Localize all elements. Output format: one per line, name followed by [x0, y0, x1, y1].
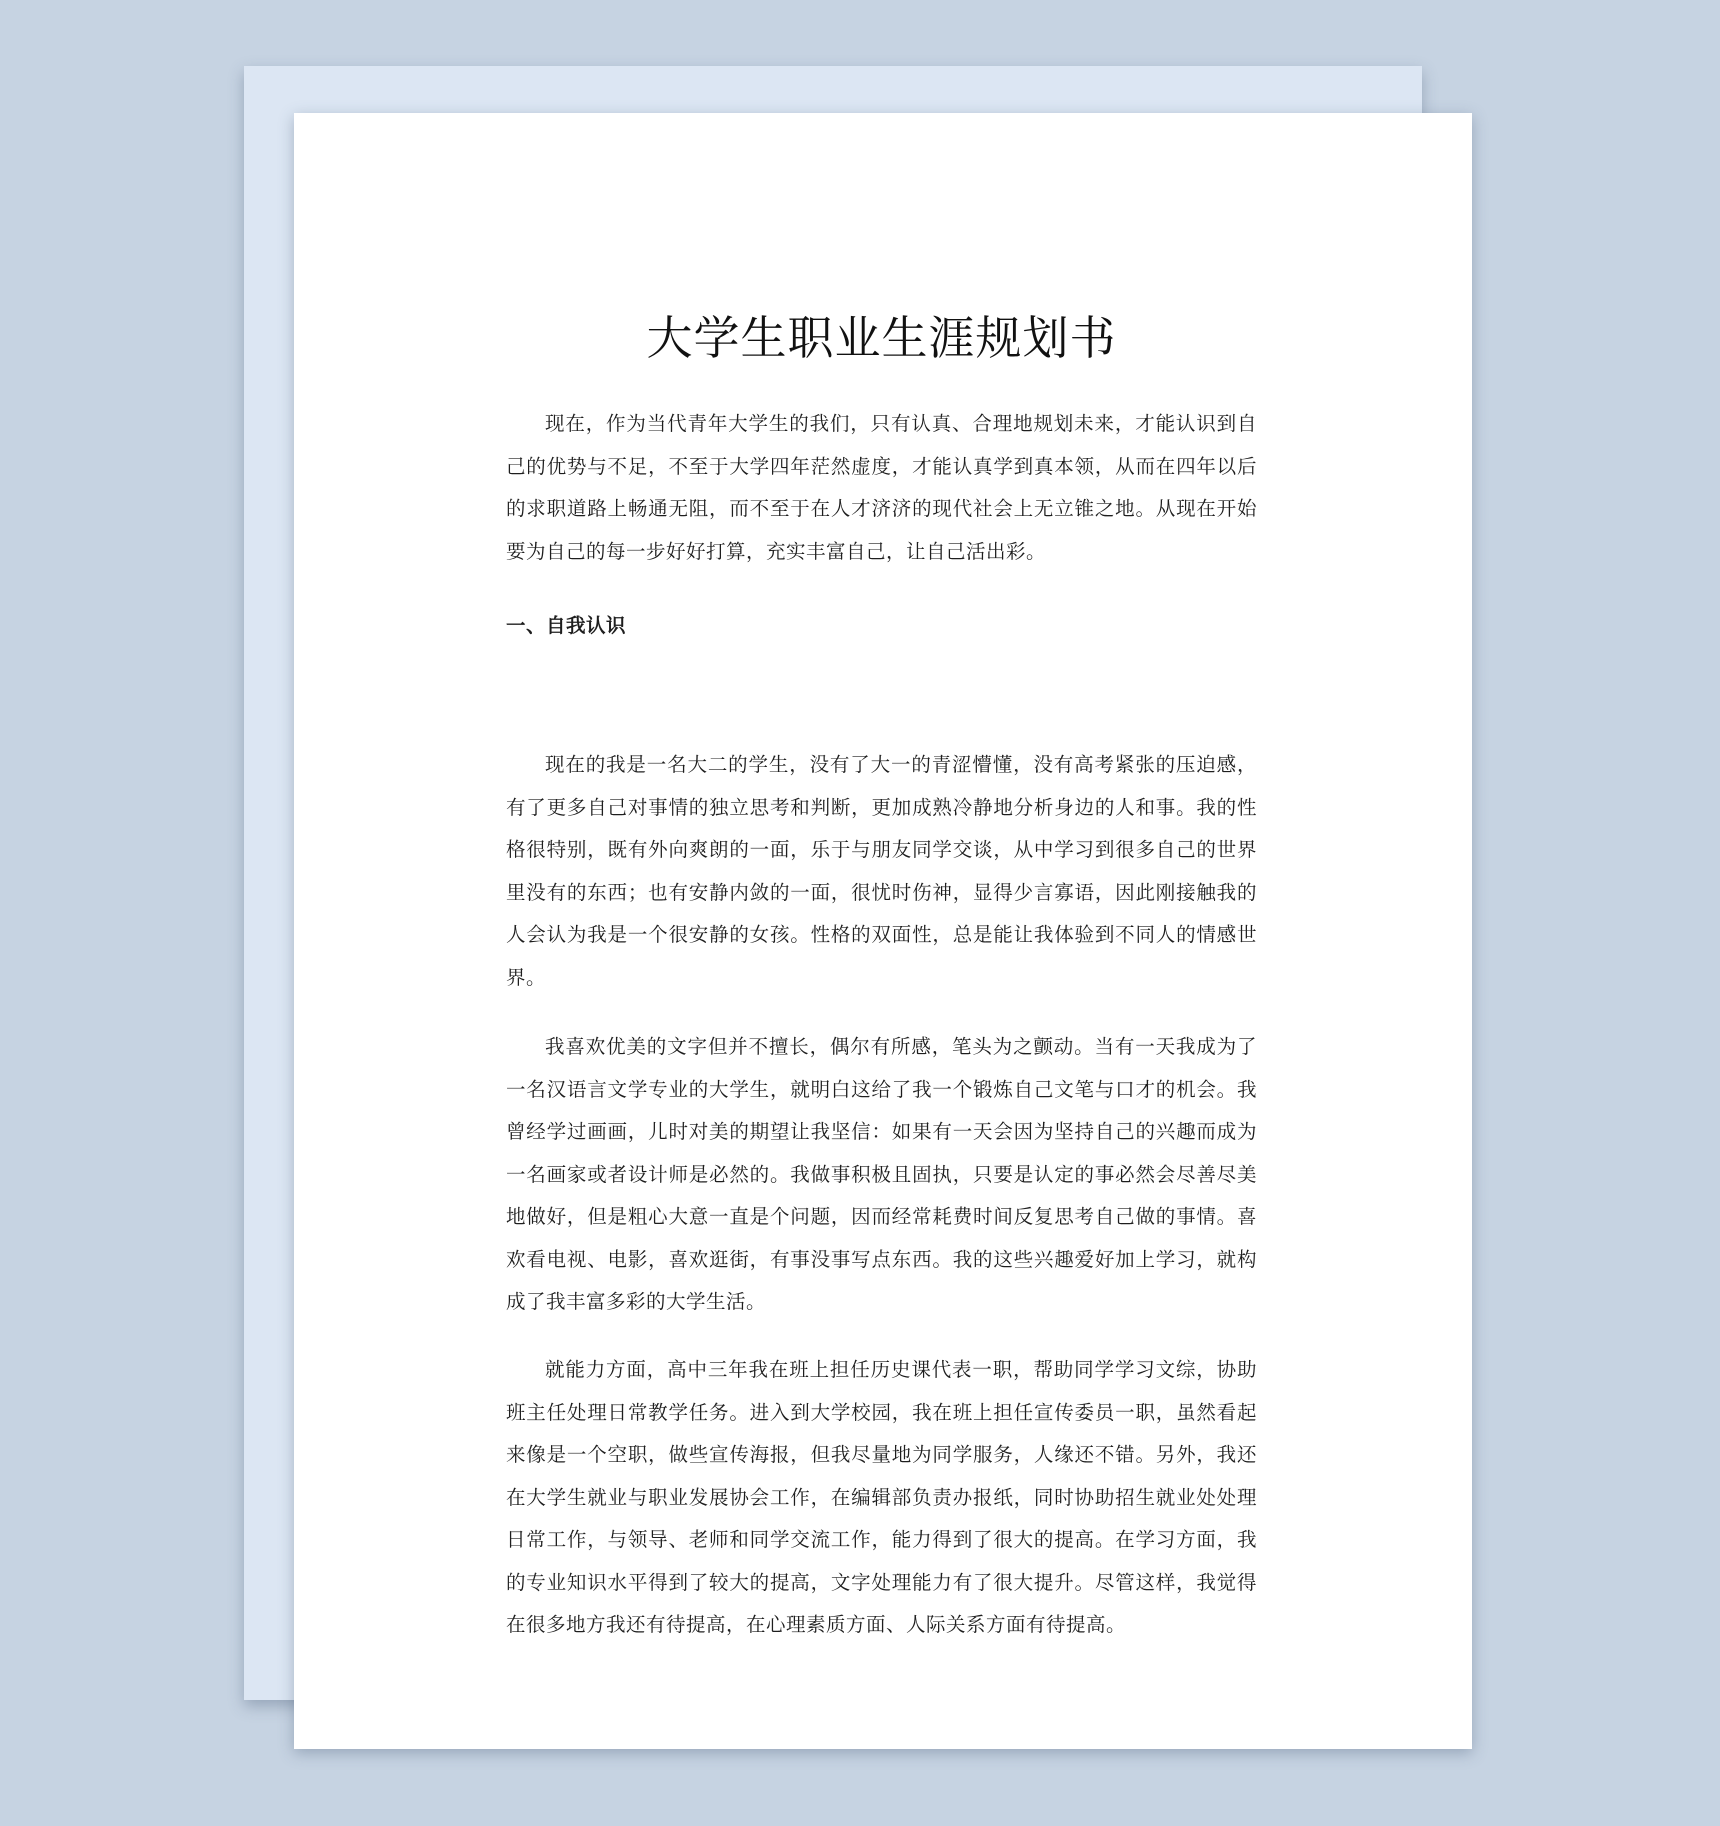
paragraph-personality: 现在的我是一名大二的学生，没有了大一的青涩懵懂，没有高考紧张的压迫感，有了更多自己对事情的独立思考和判断，更加成熟冷静地分析身边的人和事。我的性格很特别，既有外向爽朗的一面，乐于与朋友同学交谈，从中学习到很多自己的世界里没有的东西；也有安静内敛的一面，很忧时伤神，显得少言寡语，因此刚接触我的人会认为我是一个很安静的女孩。性格的双面性，总是能让我体验到不同人的情感世界。: [506, 753, 1257, 989]
document-title: 大学生职业生涯规划书: [646, 311, 1117, 365]
intro-paragraph: 现在，作为当代青年大学生的我们，只有认真、合理地规划未来，才能认识到自己的优势与不足，不至于大学四年茫然虚度，才能认真学到真本领，从而在四年以后的求职道路上畅通无阻，而不至于在人才济济的现代社会上无立锥之地。从现在开始要为自己的每一步好好打算，充实丰富自己，让自己活出彩。: [506, 412, 1257, 563]
document-page: [294, 113, 1472, 1749]
paragraph-interests: 我喜欢优美的文字但并不擅长，偶尔有所感，笔头为之颤动。当有一天我成为了一名汉语言文学专业的大学生，就明白这给了我一个锻炼自己文笔与口才的机会。我曾经学过画画，儿时对美的期望让我坚信：如果有一天会因为坚持自己的兴趣而成为一名画家或者设计师是必然的。我做事积极且固执，只要是认定的事必然会尽善尽美地做好，但是粗心大意一直是个问题，因而经常耗费时间反复思考自己做的事情。喜欢看电视、电影，喜欢逛街，有事没事写点东西。我的这些兴趣爱好加上学习，就构成了我丰富多彩的大学生活。: [506, 1035, 1257, 1313]
paragraph-abilities: 就能力方面，高中三年我在班上担任历史课代表一职，帮助同学学习文综，协助班主任处理日常教学任务。进入到大学校园，我在班上担任宣传委员一职，虽然看起来像是一个空职，做些宣传海报，但我尽量地为同学服务，人缘还不错。另外，我还在大学生就业与职业发展协会工作，在编辑部负责办报纸，同时协助招生就业处处理日常工作，与领导、老师和同学交流工作，能力得到了很大的提高。在学习方面，我的专业知识水平得到了较大的提高，文字处理能力有了很大提升。尽管这样，我觉得在很多地方我还有待提高，在心理素质方面、人际关系方面有待提高。: [506, 1358, 1257, 1636]
section-heading-self-awareness: 一、自我认识: [506, 614, 627, 637]
